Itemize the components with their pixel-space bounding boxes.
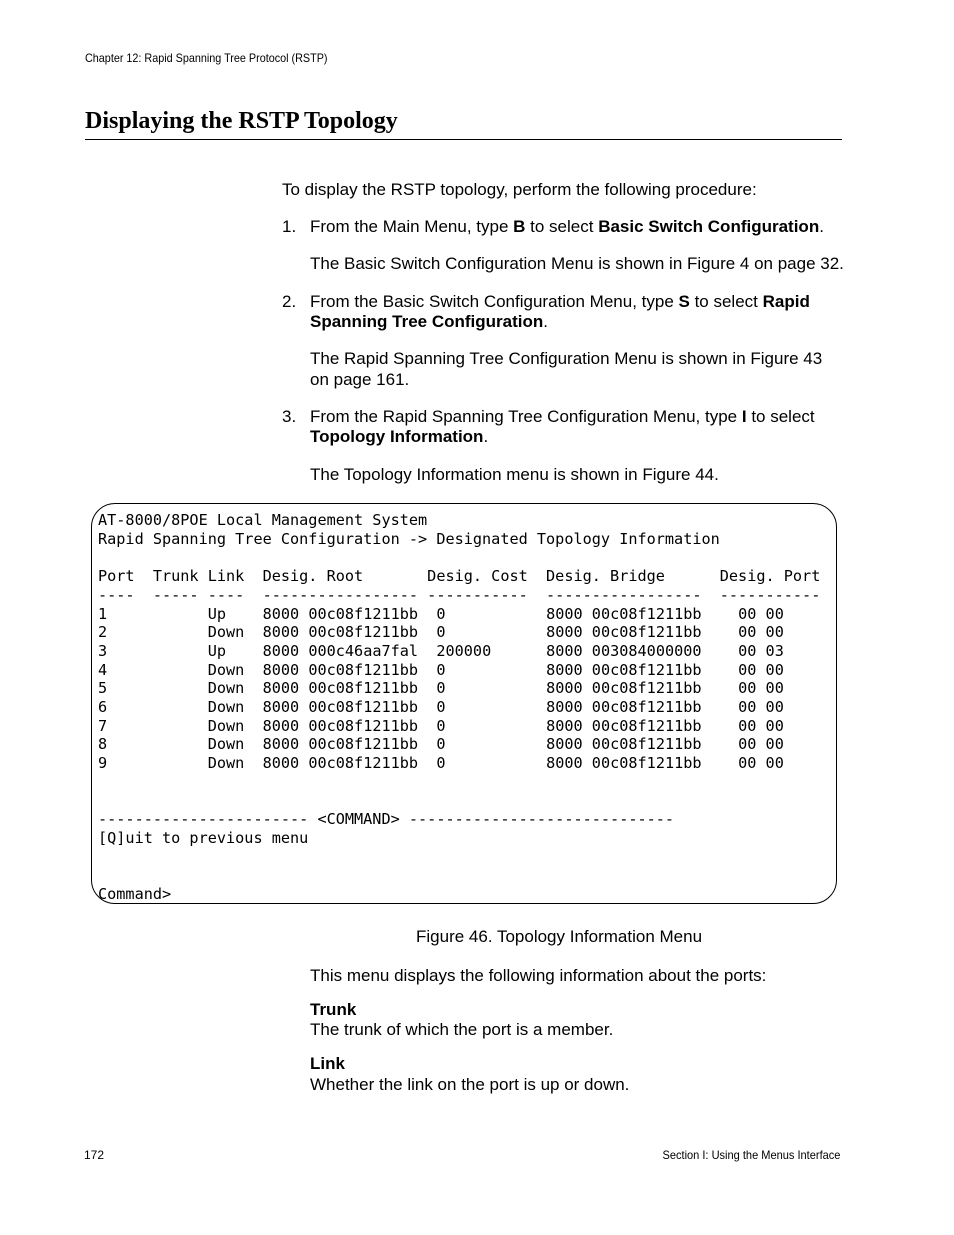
running-head: Chapter 12: Rapid Spanning Tree Protocol (RSTP)	[85, 51, 328, 65]
cell-bridge: 8000 00c08f1211bb	[546, 698, 720, 717]
cell-link: Down	[207, 754, 263, 773]
step-3-number: 3.	[282, 407, 297, 426]
cell-link: Down	[207, 716, 263, 735]
page-title: Displaying the RSTP Topology	[85, 106, 842, 140]
cell-port: 9	[98, 754, 153, 773]
cell-port: 2	[98, 623, 153, 642]
step-3-text-cont: Topology Information.	[310, 427, 489, 446]
step-1-key: B	[513, 217, 526, 236]
figure-caption: Figure 46. Topology Information Menu	[416, 927, 703, 946]
cell-root: 8000 000c46aa7fal	[262, 641, 428, 660]
cell-cost: 0	[427, 754, 547, 773]
step-3-key: I	[741, 407, 747, 426]
intro-paragraph: To display the RSTP topology, perform the following procedure:	[282, 180, 757, 199]
step-1-note: The Basic Switch Configuration Menu is shown in Figure 4 on page 32.	[310, 254, 844, 273]
step-2-key: S	[678, 292, 690, 311]
cell-cost: 0	[427, 623, 547, 642]
cell-dport: 00 00	[719, 623, 784, 642]
cell-port: 1	[98, 604, 153, 623]
cell-link: Down	[207, 679, 263, 698]
terminal-menu-path: Rapid Spanning Tree Configuration -> Designated Topology Information	[98, 529, 720, 548]
step-3-note: The Topology Information menu is shown in Figure 44.	[310, 465, 719, 484]
cell-bridge: 8000 00c08f1211bb	[546, 754, 720, 773]
cell-bridge: 8000 00c08f1211bb	[546, 604, 720, 623]
cell-trunk	[153, 642, 208, 660]
terminal-system-title: AT-8000/8POE Local Management System	[98, 511, 428, 529]
cell-port: 6	[98, 698, 153, 717]
cell-cost: 0	[427, 735, 547, 754]
cell-root: 8000 00c08f1211bb	[262, 716, 428, 735]
step-2-target-2: Spanning Tree Configuration	[310, 312, 544, 331]
cell-cost: 0	[427, 716, 547, 735]
terminal-table-row	[98, 717, 784, 735]
terminal-screen	[98, 511, 820, 904]
step-1-text: From the Main Menu, type B to select Basic Switch Configuration.	[310, 217, 824, 236]
cell-port: 3	[98, 641, 153, 660]
cell-cost: 0	[427, 698, 547, 717]
cell-port: 8	[98, 735, 153, 754]
cell-dport: 00 00	[719, 735, 784, 754]
cell-cost: 0	[427, 660, 547, 679]
page-number: 172	[84, 1148, 105, 1162]
terminal-table-row	[98, 735, 784, 753]
cell-bridge: 8000 00c08f1211bb	[546, 735, 720, 754]
cell-trunk	[153, 754, 208, 772]
terminal-command-prompt[interactable]: Command>	[98, 885, 172, 904]
cell-link: Up	[207, 604, 263, 623]
step-2-note: The Rapid Spanning Tree Configuration Menu is shown in Figure 43	[310, 349, 823, 368]
cell-link: Down	[207, 698, 263, 717]
cell-dport: 00 00	[719, 660, 784, 679]
terminal-table-row	[98, 679, 784, 697]
step-1-target: Basic Switch Configuration	[598, 217, 820, 236]
terminal-table-header: Port Trunk Link Desig. Root Desig. Cost Desig. Bridge Desig. Port	[98, 567, 821, 586]
cell-root: 8000 00c08f1211bb	[262, 698, 428, 717]
cell-port: 5	[98, 679, 153, 698]
cell-dport: 00 00	[719, 754, 784, 773]
cell-trunk	[153, 679, 208, 697]
cell-dport: 00 00	[719, 679, 784, 698]
terminal-table-row	[98, 642, 784, 660]
cell-root: 8000 00c08f1211bb	[262, 623, 428, 642]
term-trunk: Trunk	[310, 1000, 357, 1019]
after-paragraph: This menu displays the following information about the ports:	[310, 966, 767, 985]
terminal-table-row	[98, 698, 784, 716]
step-2-target-1: Rapid	[762, 292, 810, 311]
term-link-desc: Whether the link on the port is up or down.	[310, 1075, 630, 1094]
step-3-text: From the Rapid Spanning Tree Configuration Menu, type I to select	[310, 407, 815, 426]
cell-link: Down	[207, 623, 263, 642]
cell-trunk	[153, 623, 208, 641]
cell-root: 8000 00c08f1211bb	[262, 754, 428, 773]
terminal-table-row	[98, 661, 784, 679]
step-1-number: 1.	[282, 217, 297, 236]
step-2-text: From the Basic Switch Configuration Menu, type S to select Rapid	[310, 292, 810, 311]
cell-trunk	[153, 735, 208, 753]
cell-link: Up	[207, 641, 263, 660]
cell-bridge: 8000 00c08f1211bb	[546, 660, 720, 679]
cell-root: 8000 00c08f1211bb	[262, 735, 428, 754]
cell-dport: 00 00	[719, 698, 784, 717]
cell-port: 7	[98, 716, 153, 735]
step-2-number: 2.	[282, 292, 297, 311]
terminal-table-row	[98, 754, 784, 772]
cell-trunk	[153, 661, 208, 679]
cell-dport: 00 00	[719, 604, 784, 623]
cell-cost: 0	[427, 604, 547, 623]
cell-link: Down	[207, 660, 263, 679]
cell-trunk	[153, 717, 208, 735]
step-3-target: Topology Information	[310, 427, 484, 446]
term-trunk-desc: The trunk of which the port is a member.	[310, 1020, 614, 1039]
cell-root: 8000 00c08f1211bb	[262, 604, 428, 623]
terminal-command-bar: ----------------------- <COMMAND> -----------------------------	[98, 810, 675, 829]
cell-dport: 00 00	[719, 716, 784, 735]
cell-bridge: 8000 003084000000	[546, 641, 720, 660]
terminal-table-row	[98, 605, 784, 623]
cell-cost: 200000	[427, 641, 547, 660]
cell-trunk	[153, 605, 208, 623]
terminal-table-separator: ---- ----- ---- ----------------- ----------- ----------------- -----------	[98, 585, 821, 604]
cell-cost: 0	[427, 679, 547, 698]
cell-bridge: 8000 00c08f1211bb	[546, 623, 720, 642]
cell-bridge: 8000 00c08f1211bb	[546, 716, 720, 735]
cell-dport: 00 03	[719, 641, 784, 660]
section-footer: Section I: Using the Menus Interface	[662, 1148, 840, 1162]
step-2-text-cont: Spanning Tree Configuration.	[310, 312, 549, 331]
cell-port: 4	[98, 660, 153, 679]
cell-bridge: 8000 00c08f1211bb	[546, 679, 720, 698]
cell-root: 8000 00c08f1211bb	[262, 660, 428, 679]
cell-root: 8000 00c08f1211bb	[262, 679, 428, 698]
cell-link: Down	[207, 735, 263, 754]
cell-trunk	[153, 698, 208, 716]
terminal-table-rows	[98, 605, 784, 773]
terminal-table-row	[98, 623, 784, 641]
step-2-note-cont: on page 161.	[310, 370, 410, 389]
term-link: Link	[310, 1054, 345, 1073]
terminal-quit-option[interactable]: [Q]uit to previous menu	[98, 828, 309, 847]
